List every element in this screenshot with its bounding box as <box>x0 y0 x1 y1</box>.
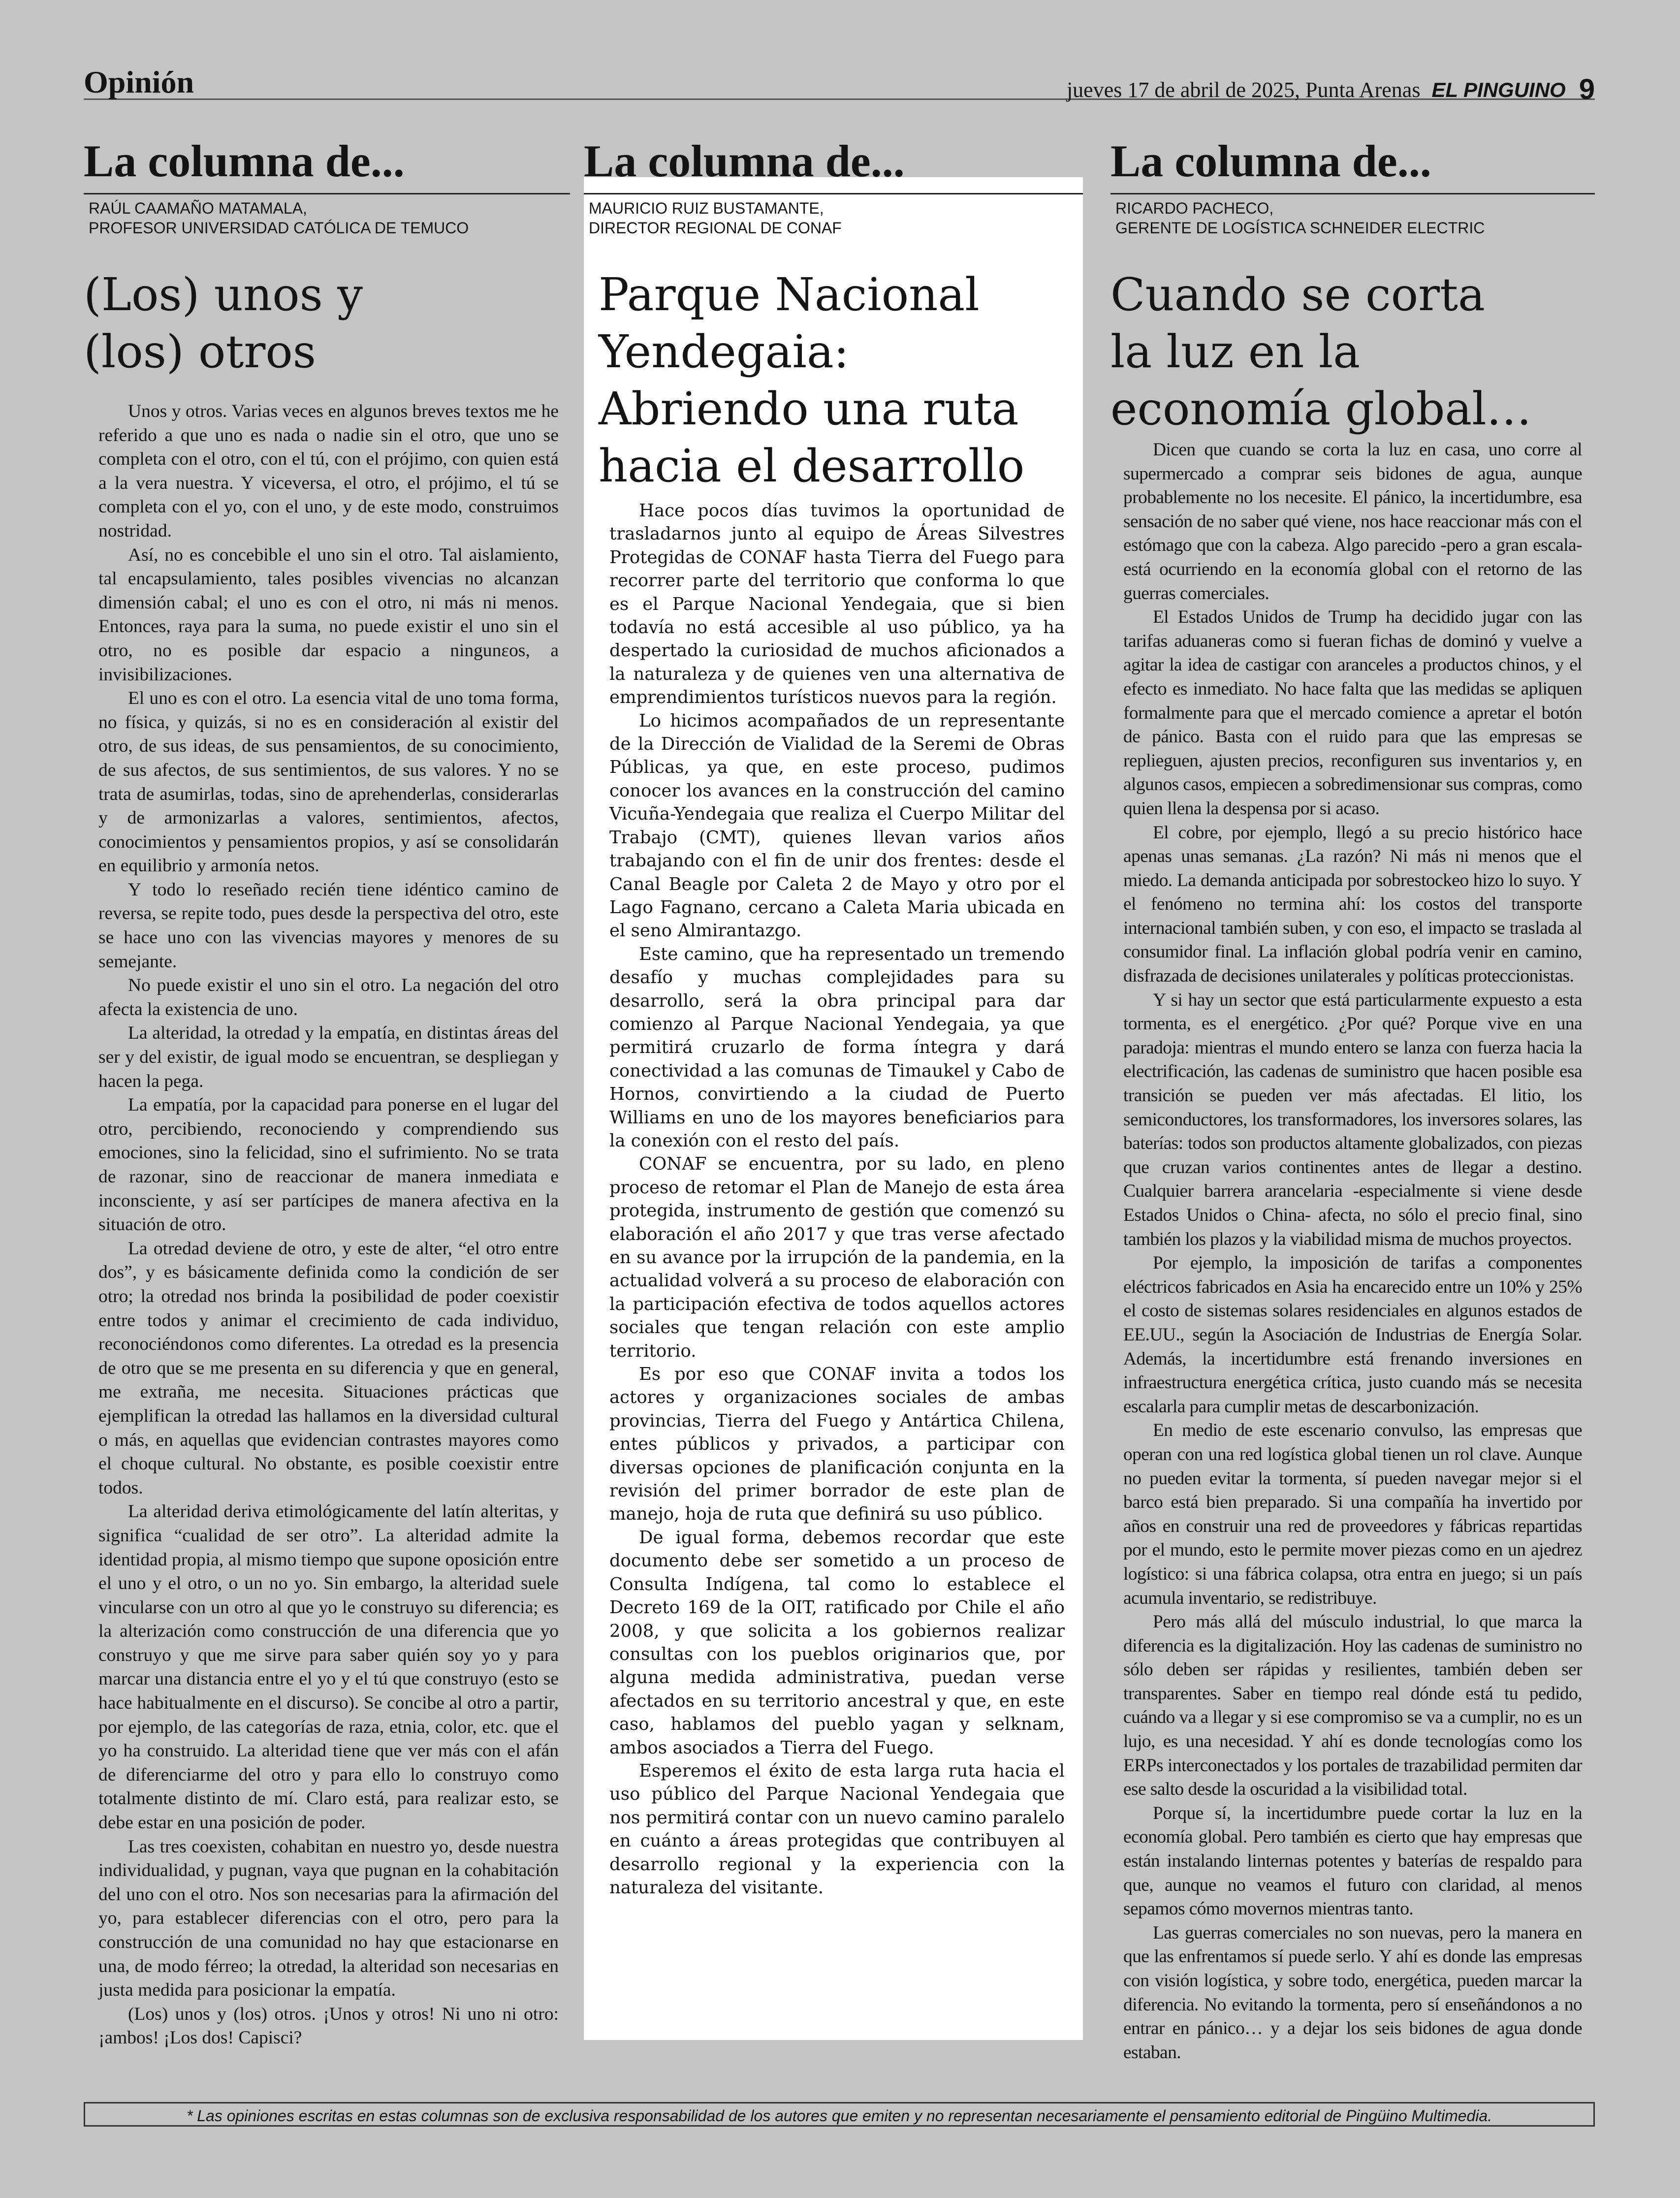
paragraph: Dicen que cuando se corta la luz en casa, uno corre al supermercado a comprar seis bidones de agua, aunque probablemente no los necesite. El pánico, la incertidumbre, esa sensación de no saber qué viene, nos hace reaccionar más con el estómago que con la cabeza. Algo parecido -pero a gran escala- está ocurriendo en la economía global con el retorno de las guerras comerciales. <box>1123 440 1582 604</box>
paragraph: De igual forma, debemos recordar que este documento debe ser sometido a un proceso de Consulta Indígena, tal como lo establece el Decreto 169 de la OIT, ratificado por Chile el año 2008, y que solicita a los gobiernos realizar consultas con los pueblos originarios que, por alguna medida administrativa, puedan verse afectados en su territorio ancestral y que, en este caso, hablamos del pueblo yagan y selknam, ambos asociados a Tierra del Fuego. <box>609 1527 1065 1758</box>
paragraph: La empatía, por la capacidad para ponerse en el lugar del otro, percibiendo, reconociendo y comprendiendo sus emociones, sino la felicidad, sino el sufrimiento. No se trata de razonar, sino de reaccionar de manera inmediata e inconsciente, y así ser partícipes de manera afectiva en la situación de otro. <box>98 1095 559 1235</box>
page-number: 9 <box>1579 73 1595 105</box>
title-line: (los) otros <box>84 325 316 378</box>
article-title <box>84 266 570 381</box>
author-name: RICARDO PACHECO, <box>1115 199 1274 217</box>
brand-logo: EL PINGUINO <box>1431 78 1566 101</box>
author-name: RAÚL CAAMAÑO MATAMALA, <box>89 199 307 217</box>
title-line: Parque Nacional <box>599 268 980 321</box>
column-kicker: La columna de... <box>584 129 1083 194</box>
author <box>89 198 570 238</box>
paragraph: El cobre, por ejemplo, llegó a su precio histórico hace apenas unas semanas. ¿La razón? Ni más ni menos que el miedo. La demanda anticipada por sobrestockeo hizo lo suyo. Y el fenómeno no termina ahí: los costos del transporte internacional también suben, y con eso, el impacto se traslada al consumidor final. La inflación global podría venir en camino, disfrazada de decisiones unilaterales y políticas proteccionistas. <box>1123 822 1582 987</box>
article-body <box>1123 438 1582 2065</box>
paragraph: En medio de este escenario convulso, las empresas que operan con una red logística global tienen un rol clave. Aunque no pueden evitar la tormenta, sí pueden navegar mejor si el barco está bien preparado. Si una compañía ha invertido por años en construir una red de proveedores y fábricas repartidas por el mundo, esto le permite mover piezas como en un ajedrez logístico: si una fábrica colapsa, otra entra en juego; si un país acumula inventario, se redistribuye. <box>1123 1420 1582 1608</box>
article-title <box>1110 266 1595 438</box>
title-line: (Los) unos y <box>84 268 363 321</box>
title-line: Abriendo una ruta <box>599 382 1019 435</box>
paragraph: El uno es con el otro. La esencia vital de uno toma forma, no física, y quizás, si no es en consideración al existir del otro, de sus ideas, de sus pensamientos, de su conocimiento, de sus afectos, de sus sentimientos, de sus valores. Y no se trata de asumirlas, todas, sino de aprehenderlas, considerarlas y de armonizarlas a valores, sentimientos, afectos, conocimientos y pensamientos propios, y así se consolidarán en equilibrio y armonía netos. <box>98 688 559 876</box>
column-kicker: La columna de... <box>1110 129 1595 194</box>
author-role: DIRECTOR REGIONAL DE CONAF <box>589 219 842 237</box>
paragraph: Esperemos el éxito de esta larga ruta hacia el uso público del Parque Nacional Yendegaia que nos permitirá contar con un nuevo camino paralelo en cuánto a áreas protegidas que contribuyen al desarrollo regional y la experiencia con la naturaleza del visitante. <box>609 1760 1065 1898</box>
author-name: MAURICIO RUIZ BUSTAMANTE, <box>589 199 824 217</box>
title-line: la luz en la <box>1110 325 1361 378</box>
column-1 <box>84 129 570 2049</box>
paragraph: Por ejemplo, la imposición de tarifas a componentes eléctricos fabricados en Asia ha encarecido entre un 10% y 25% el costo de sistemas solares residenciales en algunos estados de EE.UU., según la Asociación de Industrias de Energía Solar. Además, la incertidumbre está frenando inversiones en infraestructura energética crítica, justo cuando más se necesita escalarla para cumplir metas de descarbonización. <box>1123 1253 1582 1417</box>
title-line: Yendegaia: <box>599 325 849 378</box>
paragraph: Las tres coexisten, cohabitan en nuestro yo, desde nuestra individualidad, y pugnan, vaya que pugnan en la cohabitación del uno con el otro. Nos son necesarias para la afirmación del yo, para establecer diferencias con el otro, pero para la construcción de una comunidad no hay que estacionarse en una, de modo férreo; la otredad, la alteridad son necesarias en justa medida para posicionar la empatía. <box>98 1836 559 2001</box>
section-title: Opinión <box>84 64 194 99</box>
paragraph: Pero más allá del músculo industrial, lo que marca la diferencia es la digitalización. Hoy las cadenas de suministro no sólo deben ser rápidas y resilientes, también deben ser transparentes. Saber en tiempo real dónde está tu pedido, cuándo va a llegar y si ese compromiso se va a cumplir, no es un lujo, es una necesidad. Y ahí es donde tecnologías como los ERPs interconectados y los portales de trazabilidad permiten dar ese salto desde la oscuridad a la visibilidad total. <box>1123 1612 1582 1800</box>
paragraph: Y si hay un sector que está particularmente expuesto a esta tormenta, es el energético. ¿Por qué? Porque vive en una paradoja: mientras el mundo entero se lanza con fuerza hacia la electrificación, las cadenas de suministro que hacen posible esa transición se pueden ver más afectadas. El litio, los semiconductores, los transformadores, los inversores solares, las baterías: todos son productos altamente globalizados, con piezas que cruzan varios continentes antes de llegar a destino. Cualquier barrera arancelaria -especialmente si viene desde Estados Unidos o China- afecta, no sólo el precio final, sino también los plazos y la viabilidad misma de muchos proyectos. <box>1123 989 1582 1249</box>
author <box>589 198 1083 238</box>
author-role: PROFESOR UNIVERSIDAD CATÓLICA DE TEMUCO <box>89 219 469 237</box>
title-line: hacia el desarrollo <box>599 440 1025 492</box>
article-body <box>609 499 1065 1899</box>
disclaimer-footnote: * Las opiniones escritas en estas columnas son de exclusiva responsabilidad de los autores que emiten y no representan necesariamente el pensamiento editorial de Pingüino Multimedia. <box>84 2102 1595 2127</box>
paragraph: Y todo lo reseñado recién tiene idéntico camino de reversa, se repite todo, pues desde la perspectiva del otro, este se hace uno con las vivencias mayores y menores de su semejante. <box>98 879 559 972</box>
column-3 <box>1110 129 1595 2063</box>
paragraph: Así, no es concebible el uno sin el otro. Tal aislamiento, tal encapsulamiento, tales posibles vivencias no alcanzan dimensión cabal; el uno es con el otro, ni más ni menos. Entonces, raya para la suma, no puede existir el uno sin el otro, no es posible dar espacio a ningunεos, a invisibilizaciones. <box>98 544 559 685</box>
paragraph: Es por eso que CONAF invita a todos los actores y organizaciones sociales de ambas provincias, Tierra del Fuego y Antártica Chilena, entes públicos y privados, a participar con diversas opciones de planificación conjunta en la revisión del primer borrador de este plan de manejo, hoja de ruta que definirá su uso público. <box>609 1364 1065 1525</box>
paragraph: La alteridad, la otredad y la empatía, en distintas áreas del ser y del existir, de igual modo se encuentran, se despliegan y hacen la pega. <box>98 1023 559 1091</box>
paragraph: El Estados Unidos de Trump ha decidido jugar con las tarifas aduaneras como si fueran fichas de dominó y vuelve a agitar la idea de castigar con aranceles a productos chinos, y el efecto es inmediato. No hace falta que las medidas se apliquen formalmente para que el mercado comience a apretar el botón de pánico. Basta con el ruido para que las empresas se replieguen, ajusten precios, reconfiguren sus inventarios y, en algunos casos, empiecen a sobredimensionar sus compras, como quien llena la despensa por si acaso. <box>1123 607 1582 819</box>
title-line: Cuando se corta <box>1110 268 1485 321</box>
paragraph: CONAF se encuentra, por su lado, en pleno proceso de retomar el Plan de Manejo de esta área protegida, instrumento de gestión que comenzó su elaboración el año 2017 y que tras verse afectado en su avance por la irrupción de la pandemia, en la actualidad volverá a su proceso de elaboración con la participación efectiva de todos aquellos actores sociales que tengan relación con este amplio territorio. <box>609 1154 1065 1361</box>
title-line: economía global… <box>1110 382 1532 435</box>
article-body <box>98 400 559 2050</box>
column-2 <box>584 129 1083 2049</box>
paragraph: La otredad deviene de otro, y este de alter, “el otro entre dos”, y es básicamente definida como la condición de ser otro; la otredad nos brinda la posibilidad de poder coexistir entre todos y animar el crecimiento de cada individuo, reconociéndonos como diferentes. La otredad es la presencia de otro que se me presenta en su diferencia y que en general, me extraña, me necesita. Situaciones prácticas que ejemplifican la otredad las hallamos en la diversidad cultural o más, en aquellas que evidencian contrastes mayores como el choque cultural. No obstante, es posible coexistir entre todos. <box>98 1238 559 1498</box>
page-header <box>84 63 1595 105</box>
author <box>1115 198 1595 238</box>
paragraph: Hace pocos días tuvimos la oportunidad de trasladarnos junto al equipo de Áreas Silvestres Protegidas de CONAF hasta Tierra del Fuego para recorrer parte del territorio que conforma lo que es el Parque Nacional Yendegaia, que si bien todavía no está accesible al uso público, ya ha despertado la curiosidad de muchos aficionados a la naturaleza y de quienes ven una alternativa de emprendimientos turísticos nuevos para la región. <box>609 501 1065 708</box>
date-text: jueves 17 de abril de 2025, Punta Arenas <box>1066 78 1421 102</box>
article-title <box>599 266 1083 495</box>
column-kicker: La columna de... <box>84 129 570 194</box>
paragraph: Las guerras comerciales no son nuevas, pero la manera en que las enfrentamos sí puede serlo. Y ahí es donde las empresas con visión logística, y sobre todo, energética, pueden marcar la diferencia. No evitando la tormenta, pero sí enseñándonos a no entrar en pánico… y a dejar los seis bidones de agua donde estaban. <box>1123 1922 1582 2063</box>
author-role: GERENTE DE LOGÍSTICA SCHNEIDER ELECTRIC <box>1115 219 1485 237</box>
paragraph: La alteridad deriva etimológicamente del latín alteritas, y significa “cualidad de ser otro”. La alteridad admite la identidad propia, al mismo tiempo que supone oposición entre el uno y el otro, o un no yo. Sin embargo, la alteridad suele vincularse con un otro al que yo le construyo su diferencia; es la alterización como construcción de una diferencia que yo construyo y que me sirve para saber quién soy yo y para marcar una distancia entre el yo y el tú que construyo (esto se hace habitualmente en el discurso). Se concibe al otro a partir, por ejemplo, de las categorías de raza, etnia, color, etc. que el yo ha construido. La alteridad tiene que ver más con el afán de diferenciarme del otro y para ello lo construyo como totalmente distinto de mí. Claro está, para realizar esto, se debe estar en una posición de poder. <box>98 1501 559 1833</box>
paragraph: Unos y otros. Varias veces en algunos breves textos me he referido a que uno es nada o nadie sin el otro, que uno se completa con el otro, con el tú, con el prójimo, con quien está a la vera nuestra. Y viceversa, el otro, el prójimo, el tú se completa con el yo, con el uno, y de este modo, construimos nostridad. <box>98 401 559 541</box>
paragraph: Porque sí, la incertidumbre puede cortar la luz en la economía global. Pero también es cierto que hay empresas que están instalando linternas potentes y baterías de respaldo para que, aunque no veamos el futuro con claridad, al menos sepamos cómo movernos mientras tanto. <box>1123 1803 1582 1919</box>
dateline <box>1067 71 1595 104</box>
paragraph: No puede existir el uno sin el otro. La negación del otro afecta la existencia de uno. <box>98 975 559 1019</box>
paragraph: (Los) unos y (los) otros. ¡Unos y otros! Ni uno ni otro: ¡ambos! ¡Los dos! Capisci? <box>98 2004 559 2048</box>
paragraph: Lo hicimos acompañados de un representante de la Dirección de Vialidad de la Seremi de Obras Públicas, ya que, en este proceso, pudimos conocer los avances en la construcción del camino Vicuña-Yendegaia que realiza el Cuerpo Militar del Trabajo (CMT), quienes llevan varios años trabajando con el fin de unir dos frentes: desde el Canal Beagle por Caleta 2 de Mayo y otro por el Lago Fagnano, cercano a Caleta Maria ubicada en el seno Almirantazgo. <box>609 710 1065 941</box>
paragraph: Este camino, que ha representado un tremendo desafío y muchas complejidades para su desarrollo, será la obra principal para dar comienzo al Parque Nacional Yendegaia, ya que permitirá cruzarlo de forma íntegra y dará conectividad a las comunas de Timaukel y Cabo de Hornos, convirtiendo a la ciudad de Puerto Williams en uno de los mayores beneficiarios para la conexión con el resto del país. <box>609 944 1065 1151</box>
